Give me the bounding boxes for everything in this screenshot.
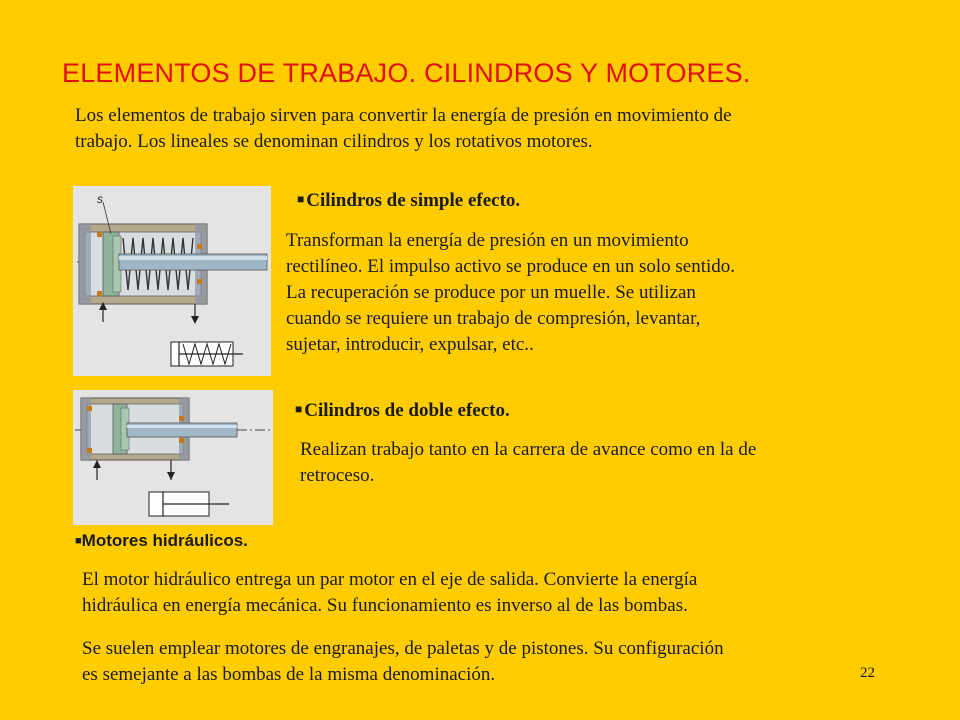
bullet-square-icon: ■ (297, 192, 305, 206)
motores-paragraph-2 (82, 636, 922, 688)
double-effect-heading-text: Cilindros de doble efecto. (304, 400, 510, 421)
motores-heading-text: Motores hidráulicos. (81, 531, 248, 550)
simple-effect-heading (297, 190, 520, 212)
double-acting-cylinder-image (73, 390, 273, 525)
slide-title: ELEMENTOS DE TRABAJO. CILINDROS Y MOTORES. (62, 58, 751, 88)
double-acting-cylinder-diagram (73, 390, 273, 525)
image-label-s: s (97, 192, 103, 206)
simple-line-1: Transforman la energía de presión en un movimiento (286, 230, 689, 251)
simple-line-5: sujetar, introducir, expulsar, etc.. (286, 334, 534, 355)
intro-line-1: Los elementos de trabajo sirven para convertir la energía de presión en movimiento de (75, 105, 732, 126)
single-acting-cylinder-diagram (73, 186, 271, 376)
simple-line-3: La recuperación se produce por un muelle. Se utilizan (286, 282, 696, 303)
double-effect-text (300, 437, 920, 489)
intro-line-2: trabajo. Los lineales se denominan cilindros y los rotativos motores. (75, 131, 593, 152)
single-acting-cylinder-image (73, 186, 271, 376)
motores-paragraph-1 (82, 567, 922, 619)
page-number: 22 (860, 665, 875, 681)
simple-line-4: cuando se requiere un trabajo de compresión, levantar, (286, 308, 701, 329)
bullet-square-icon: ■ (75, 535, 82, 547)
doble-line-2: retroceso. (300, 465, 375, 486)
motores-p1-line-1: El motor hidráulico entrega un par motor en el eje de salida. Convierte la energía (82, 569, 698, 590)
double-effect-heading (295, 400, 510, 422)
motores-p2-line-2: es semejante a las bombas de la misma denominación. (82, 664, 496, 685)
intro-text (75, 103, 935, 155)
motores-heading (75, 531, 248, 551)
doble-line-1: Realizan trabajo tanto en la carrera de avance como en la de (300, 439, 757, 460)
motores-p2-line-1: Se suelen emplear motores de engranajes, de paletas y de pistones. Su configuración (82, 638, 724, 659)
motores-p1-line-2: hidráulica en energía mecánica. Su funcionamiento es inverso al de las bombas. (82, 595, 688, 616)
simple-effect-heading-text: Cilindros de simple efecto. (306, 190, 521, 211)
simple-line-2: rectilíneo. El impulso activo se produce en un solo sentido. (286, 256, 736, 277)
bullet-square-icon: ■ (295, 402, 303, 416)
simple-effect-text (286, 228, 886, 358)
